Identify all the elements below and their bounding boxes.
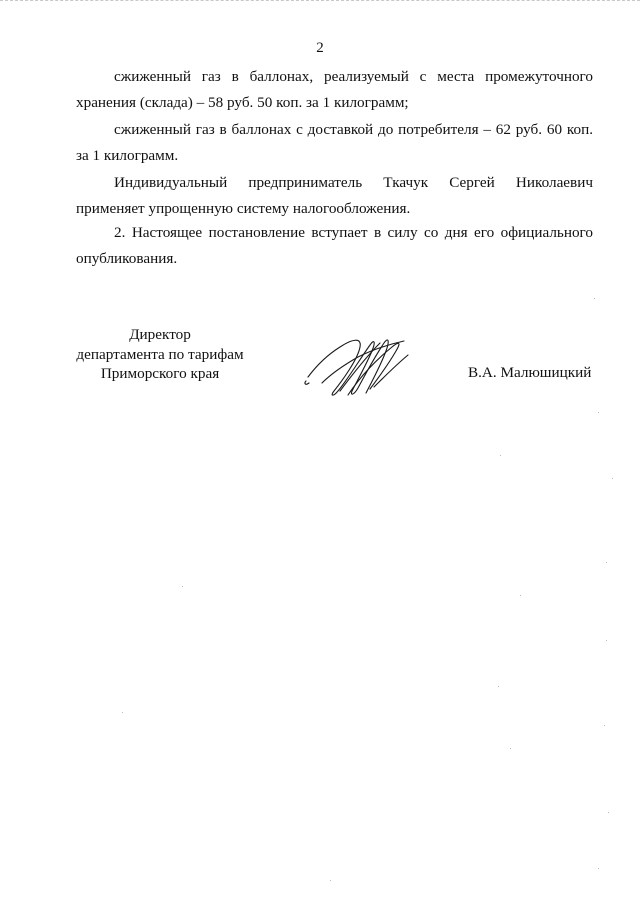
para3-line2: применяет упрощенную систему налогообложения. <box>76 199 411 217</box>
body-paragraph-4 <box>76 220 593 271</box>
scan-speck <box>598 868 599 869</box>
scan-speck <box>604 725 605 726</box>
scan-speck <box>608 812 609 813</box>
signatory-title <box>65 325 255 384</box>
scan-speck <box>598 412 599 413</box>
para2-line1: сжиженный газ в баллонах с доставкой до потребителя – 62 руб. 60 коп. <box>114 121 593 138</box>
scan-speck <box>612 478 613 479</box>
para1-line2: хранения (склада) – 58 руб. 50 коп. за 1 килограмм; <box>76 93 409 111</box>
signatory-title-line3: Приморского края <box>100 365 220 382</box>
scan-speck <box>510 748 511 749</box>
para3-line1: Индивидуальный предприниматель Ткачук Сергей Николаевич <box>114 174 593 191</box>
scan-speck <box>182 586 183 587</box>
scan-top-edge <box>0 0 640 4</box>
para4-line1: 2. Настоящее постановление вступает в силу со дня его официального <box>114 224 593 241</box>
scan-speck <box>606 640 607 641</box>
scan-speck <box>330 880 331 881</box>
signatory-name: В.А. Малюшицкий <box>468 364 592 381</box>
page-number: 2 <box>316 40 324 56</box>
scan-speck <box>606 562 607 563</box>
para2-line2: за 1 килограмм. <box>76 146 179 164</box>
signatory-title-line1: Директор <box>129 326 191 343</box>
para1-line1: сжиженный газ в баллонах, реализуемый с места промежуточного <box>114 68 593 85</box>
body-paragraph-2 <box>76 117 593 168</box>
signatory-title-line2: департамента по тарифам <box>76 345 244 363</box>
scan-speck <box>500 455 501 456</box>
scan-speck <box>498 686 499 687</box>
handwritten-signature-icon <box>300 325 420 405</box>
body-paragraph-1 <box>76 64 593 115</box>
para4-line2: опубликования. <box>76 249 178 267</box>
scan-speck <box>122 712 123 713</box>
body-paragraph-3 <box>76 170 593 221</box>
scan-speck <box>520 595 521 596</box>
scan-speck <box>594 298 595 299</box>
